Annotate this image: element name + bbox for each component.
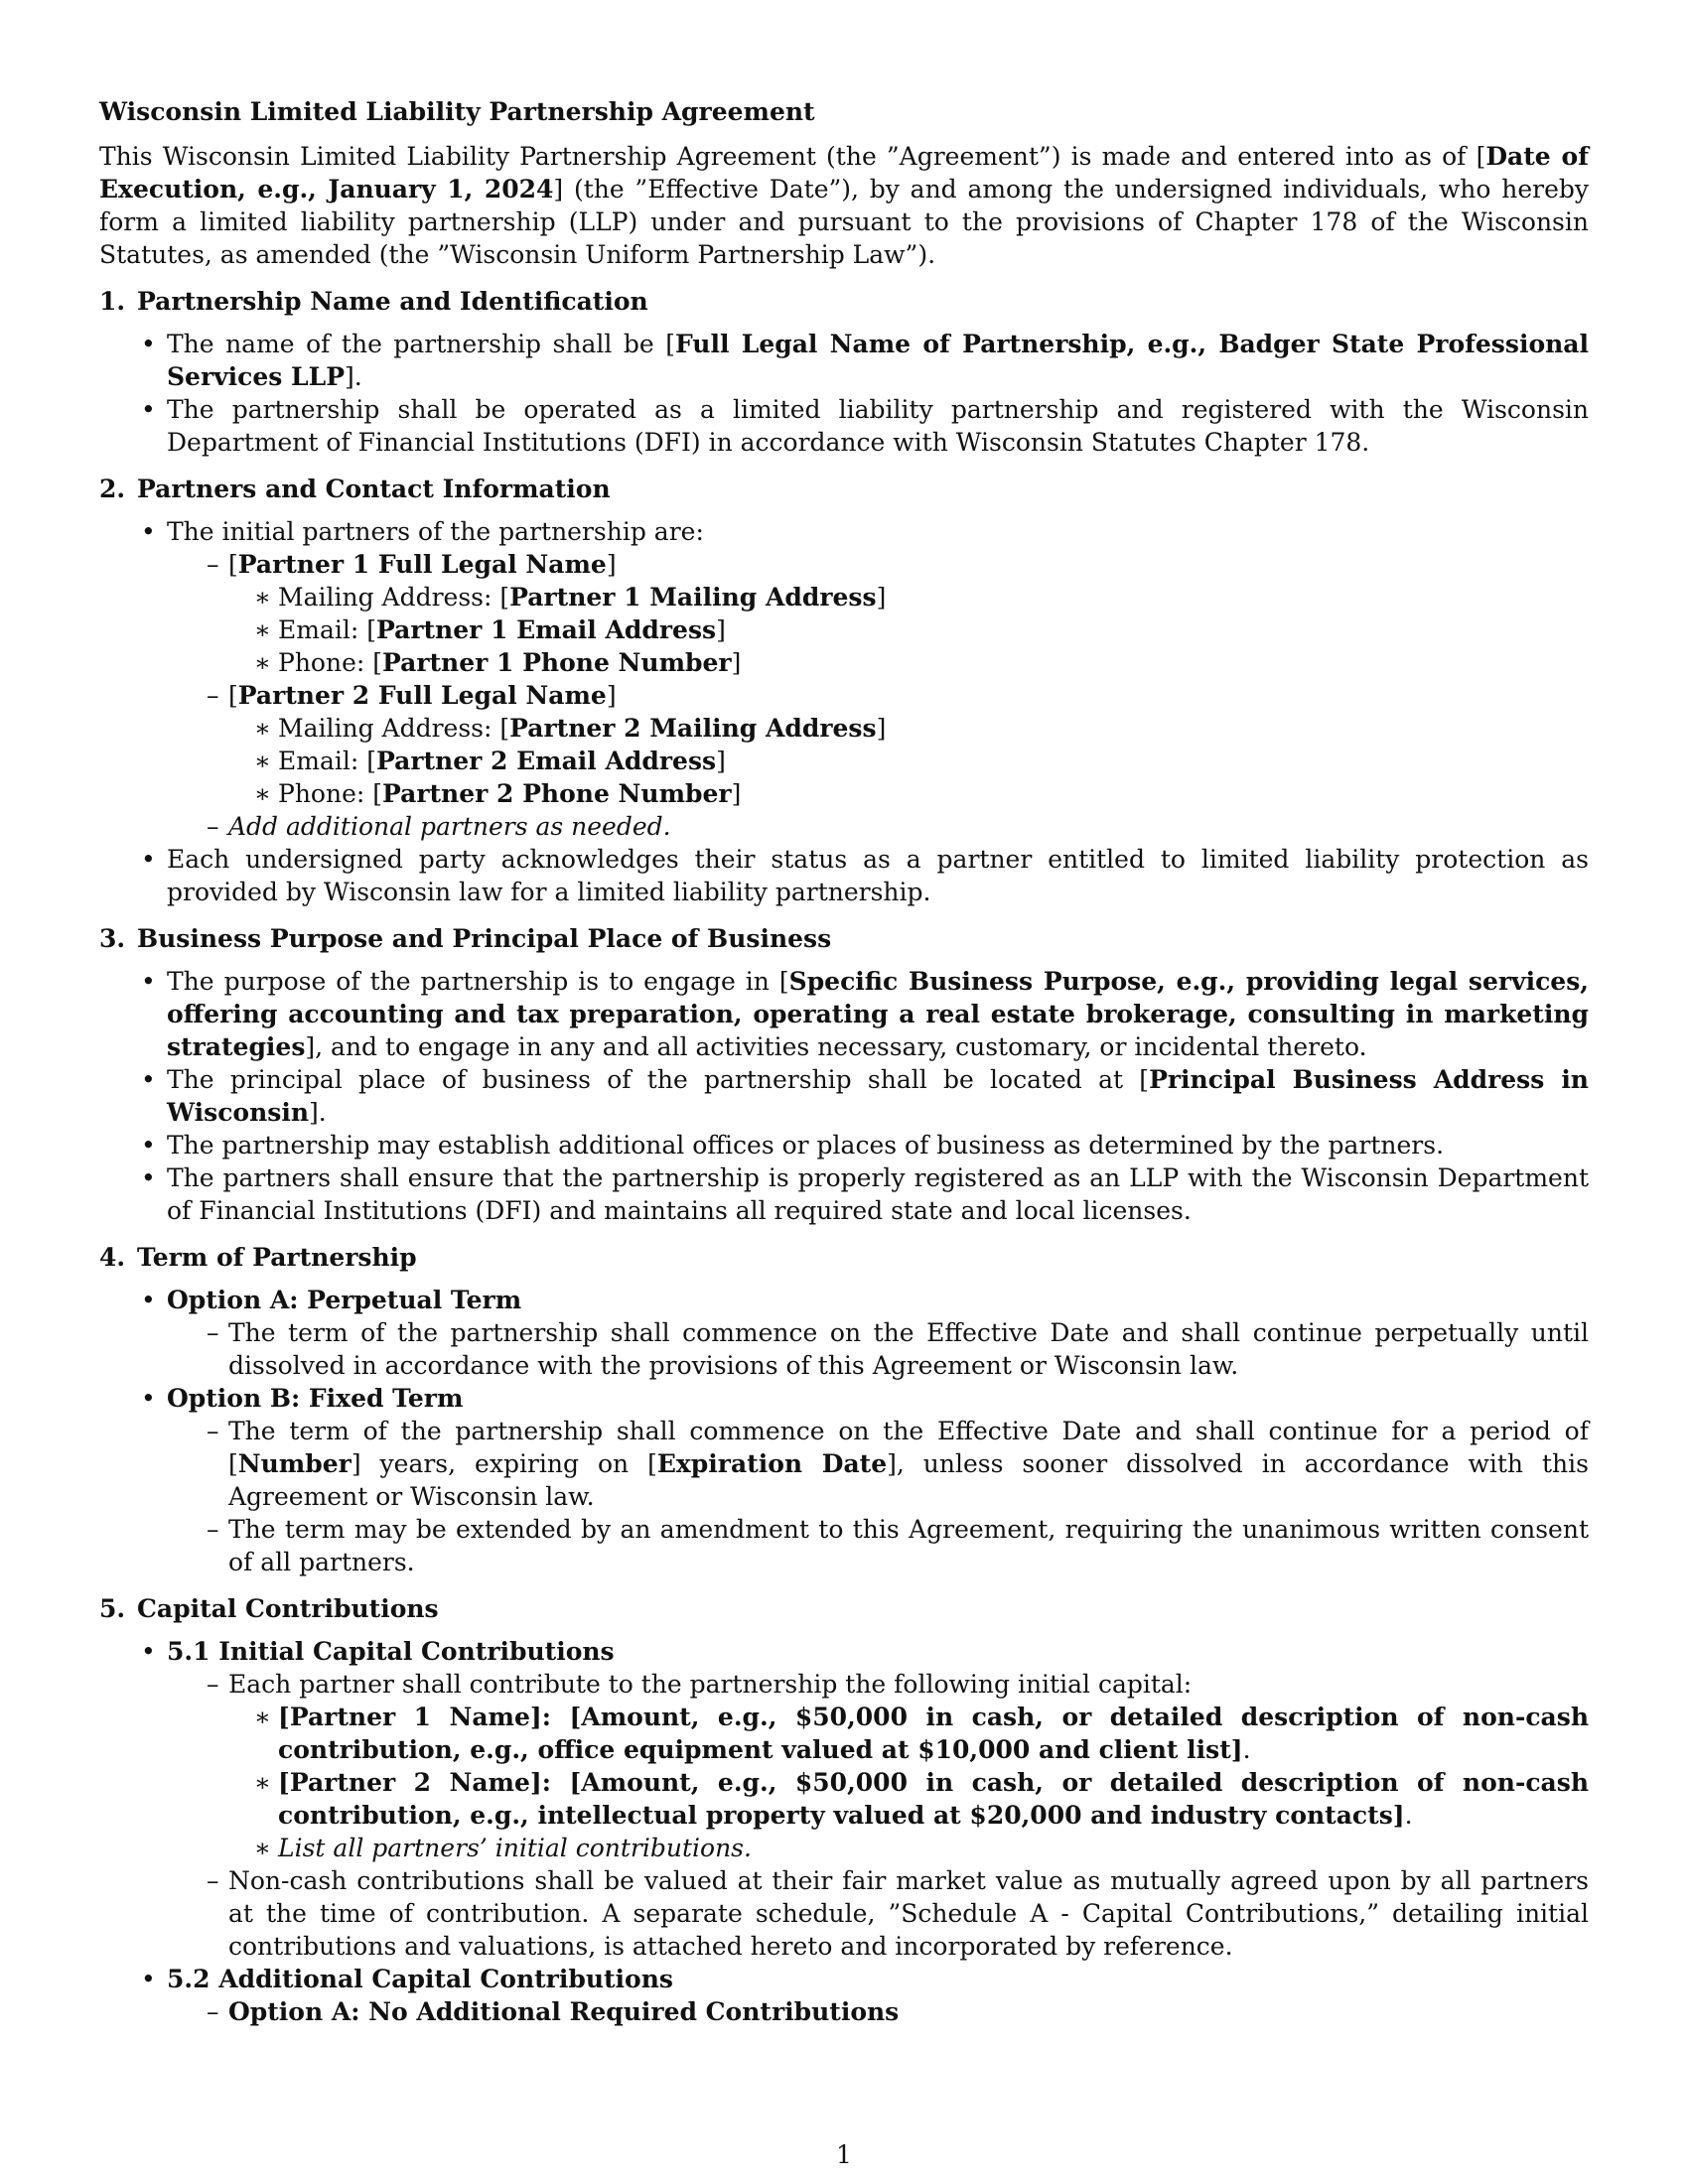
list-item: • The partnership may establish additional offices or places of business as determined by the partners. bbox=[99, 1129, 1589, 1161]
section-1 bbox=[99, 285, 1589, 459]
section-5-heading: 5. Capital Contributions bbox=[99, 1594, 439, 1623]
partnership-name-placeholder: Full Legal Name of Partnership, e.g., Badger State Professional Services LLP bbox=[167, 330, 1589, 391]
document-page bbox=[99, 95, 1589, 2034]
list-item: ∗ Mailing Address: [Partner 2 Mailing Address] bbox=[278, 712, 1589, 745]
list-item: ∗ Email: [Partner 2 Email Address] bbox=[278, 745, 1589, 777]
list-item: – The term of the partnership shall commence on the Effective Date and shall continue perpetually until dissolved in accordance with the provisions of this Agreement or Wisconsin law. bbox=[228, 1316, 1589, 1382]
partner-1-entry: – [Partner 1 Full Legal Name] ∗ Mailing Address: [Partner 1 Mailing Address] ∗ Email: [Partner 1 Email Address] ∗ Phone: [Partner 1 Phone Number] bbox=[228, 548, 1589, 679]
list-item: • The partners shall ensure that the partnership is properly registered as an LLP with the Wisconsin Department of Financial Institutions (DFI) and maintains all required state and local licenses. bbox=[99, 1161, 1589, 1227]
list-item: ∗ Phone: [Partner 2 Phone Number] bbox=[278, 777, 1589, 810]
list-item: • 5.2 Additional Capital Contributions – Option A: No Additional Required Contributions bbox=[99, 1963, 1589, 2028]
list-item: ∗ Email: [Partner 1 Email Address] bbox=[278, 614, 1589, 646]
list-item: – Add additional partners as needed. bbox=[228, 810, 1589, 843]
list-item: • Option B: Fixed Term – The term of the partnership shall commence on the Effective Date and shall continue for a period of [Number] years, expiring on [Expiration Date], unless sooner dissolved in accordance with this Agreement or Wisconsin law. – The term may be extended by an amendment to this Agreement, requiring the unanimous written consent of all partners. bbox=[99, 1382, 1589, 1578]
document-title: Wisconsin Limited Liability Partnership Agreement bbox=[99, 97, 815, 126]
list-item: – Each partner shall contribute to the partnership the following initial capital: ∗ [Partner 1 Name]: [Amount, e.g., $50,000 in cash, or detailed description of non-cash contribution, e.g., office equipment valued at $10,000 and client list]. ∗ [Partner 2 Name]: [Amount, e.g., $50,000 in cash, or detailed description of non-cash contribution, e.g., intellectual property valued at $20,000 and industry contacts]. ∗ List all partners’ initial contributions. bbox=[228, 1668, 1589, 1864]
list-item: • 5.1 Initial Capital Contributions – Each partner shall contribute to the partnership the following initial capital: ∗ [Partner 1 Name]: [Amount, e.g., $50,000 in cash, or detailed description of non-cash contribution, e.g., office equipment valued at $10,000 and client list]. ∗ [Partner 2 Name]: [Amount, e.g., $50,000 in cash, or detailed description of non-cash contribution, e.g., intellectual property valued at $20,000 and industry contacts]. ∗ List all partners’ initial contributions. – Non-cash contributions shall be valued at their fair market value as mutually agreed upon by all partners at the time of contribution. A separate schedule, ”Schedule A - Capital Contributions,” detailing initial contributions and valuations, is attached hereto and incorporated by reference. bbox=[99, 1635, 1589, 1963]
section-3 bbox=[99, 922, 1589, 1227]
list-item: • Option A: Perpetual Term – The term of the partnership shall commence on the Effective Date and shall continue perpetually until dissolved in accordance with the provisions of this Agreement or Wisconsin law. bbox=[99, 1284, 1589, 1382]
list-item: • Each undersigned party acknowledges their status as a partner entitled to limited liability protection as provided by Wisconsin law for a limited liability partnership. bbox=[99, 843, 1589, 908]
section-4 bbox=[99, 1241, 1589, 1578]
list-item: – The term of the partnership shall commence on the Effective Date and shall continue for a period of [Number] years, expiring on [Expiration Date], unless sooner dissolved in accordance with this Agreement or Wisconsin law. bbox=[228, 1415, 1589, 1513]
list-item: ∗ List all partners’ initial contributions. bbox=[278, 1832, 1589, 1864]
list-item: ∗ [Partner 1 Name]: [Amount, e.g., $50,000 in cash, or detailed description of non-cash contribution, e.g., office equipment valued at $10,000 and client list]. bbox=[278, 1701, 1589, 1766]
intro-text-1: This Wisconsin Limited Liability Partnership Agreement (the ”Agreement”) is made and entered into as of [ bbox=[99, 142, 1486, 171]
list-item: • The purpose of the partnership is to engage in [Specific Business Purpose, e.g., providing legal services, offering accounting and tax preparation, operating a real estate brokerage, consulting in marketing strategies], and to engage in any and all activities necessary, customary, or incidental thereto. bbox=[99, 965, 1589, 1063]
list-item: – The term may be extended by an amendment to this Agreement, requiring the unanimous written consent of all partners. bbox=[228, 1513, 1589, 1578]
section-4-heading: 4. Term of Partnership bbox=[99, 1243, 417, 1272]
list-item: • The name of the partnership shall be [Full Legal Name of Partnership, e.g., Badger State Professional Services LLP]. bbox=[99, 328, 1589, 393]
intro-paragraph bbox=[99, 140, 1589, 271]
list-item: ∗ Mailing Address: [Partner 1 Mailing Address] bbox=[278, 581, 1589, 614]
list-item: ∗ Phone: [Partner 1 Phone Number] bbox=[278, 646, 1589, 679]
section-1-heading: 1. Partnership Name and Identification bbox=[99, 287, 648, 316]
intro-date-placeholder: Date of Execution, e.g., January 1, 2024 bbox=[99, 142, 1589, 204]
section-3-heading: 3. Business Purpose and Principal Place of Business bbox=[99, 924, 832, 953]
section-5 bbox=[99, 1592, 1589, 2028]
list-item: • The principal place of business of the partnership shall be located at [Principal Business Address in Wisconsin]. bbox=[99, 1063, 1589, 1129]
list-item: • The initial partners of the partnership are: – [Partner 1 Full Legal Name] ∗ Mailing Address: [Partner 1 Mailing Address] ∗ Email: [Partner 1 Email Address] ∗ Phone: [Partner 1 Phone Number] – [Partner 2 Full Legal Name] ∗ Mailing Address: [Partner 2 Mailing Address] ∗ Email: [Partner 2 Email Address] ∗ Phone: [Partner 2 Phone Number] – Add additional partners as needed. bbox=[99, 515, 1589, 843]
page-number: 1 bbox=[836, 2140, 852, 2169]
list-item: – Option A: No Additional Required Contributions bbox=[228, 1995, 1589, 2028]
list-item: – Non-cash contributions shall be valued at their fair market value as mutually agreed upon by all partners at the time of contribution. A separate schedule, ”Schedule A - Capital Contributions,” detailing initial contributions and valuations, is attached hereto and incorporated by reference. bbox=[228, 1864, 1589, 1963]
list-item: ∗ [Partner 2 Name]: [Amount, e.g., $50,000 in cash, or detailed description of non-cash contribution, e.g., intellectual property valued at $20,000 and industry contacts]. bbox=[278, 1766, 1589, 1832]
section-2-heading: 2. Partners and Contact Information bbox=[99, 475, 611, 503]
intro-text-2: ] (the ”Effective Date”), by and among the undersigned individuals, who hereby form a limited liability partnership (LLP) under and pursuant to the provisions of Chapter 178 of the Wisconsin Statutes, as amended (the ”Wisconsin Uniform Partnership Law”). bbox=[99, 175, 1589, 269]
partner-2-entry: – [Partner 2 Full Legal Name] ∗ Mailing Address: [Partner 2 Mailing Address] ∗ Email: [Partner 2 Email Address] ∗ Phone: [Partner 2 Phone Number] bbox=[228, 679, 1589, 810]
list-item: • The partnership shall be operated as a limited liability partnership and registered with the Wisconsin Department of Financial Institutions (DFI) in accordance with Wisconsin Statutes Chapter 178. bbox=[99, 393, 1589, 459]
section-2 bbox=[99, 473, 1589, 908]
